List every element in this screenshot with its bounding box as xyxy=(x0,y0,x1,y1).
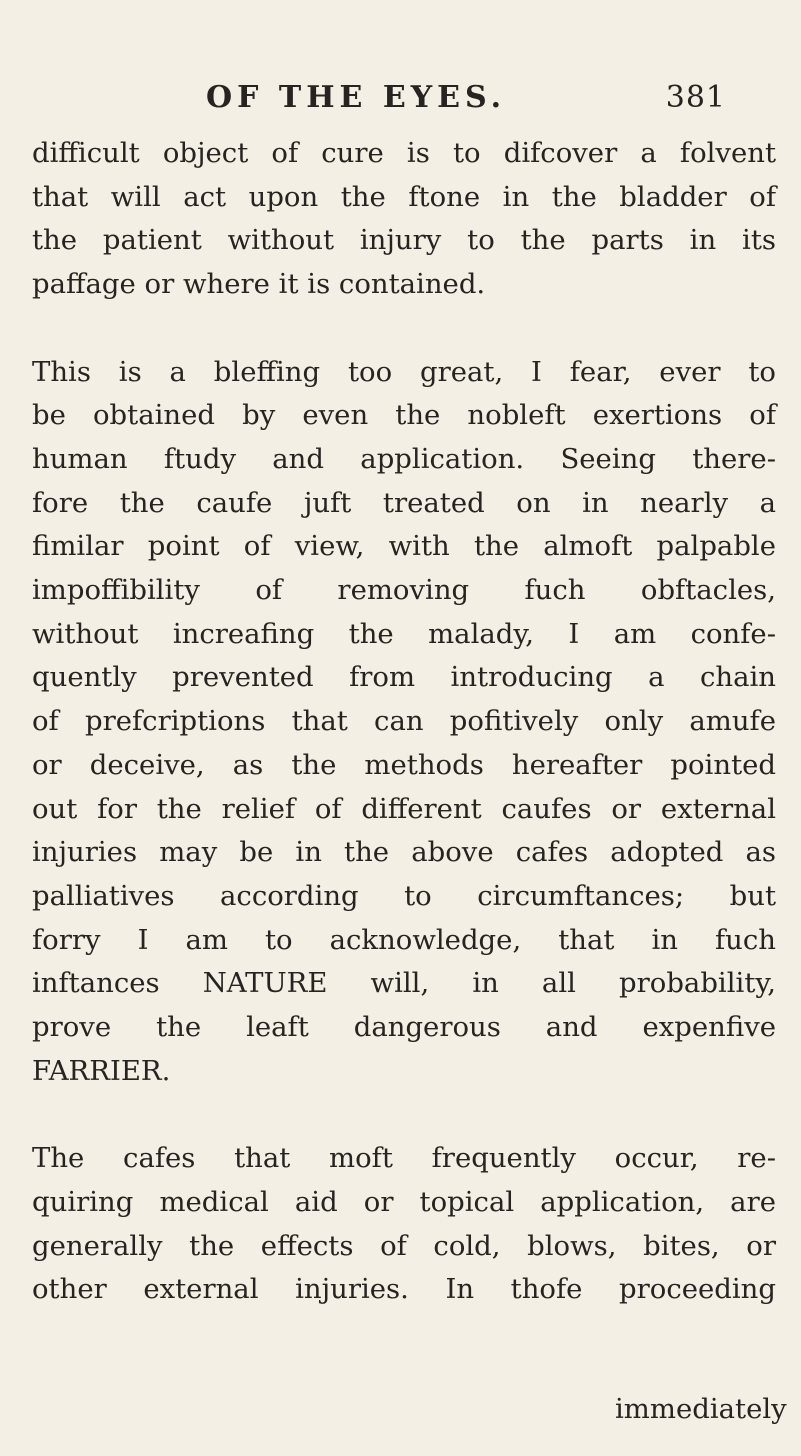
running-title: OF THE EYES. xyxy=(206,80,507,115)
paragraph-3 xyxy=(32,1137,776,1312)
text-line: inftances NATURE will, in all probability, xyxy=(32,967,776,1000)
text-line: human ftudy and application. Seeing there- xyxy=(32,442,776,475)
text-line: forry I am to acknowledge, that in fuch xyxy=(32,923,776,956)
text-line: out for the relief of different caufes or external xyxy=(32,792,776,825)
body-text xyxy=(32,132,776,1312)
paragraph-gap xyxy=(32,1093,776,1137)
text-line: The cafes that moft frequently occur, re- xyxy=(32,1142,776,1175)
paragraph-1 xyxy=(32,132,776,307)
text-line: fore the caufe juft treated on in nearly a xyxy=(32,486,776,519)
page-header xyxy=(206,80,726,120)
text-line: prove the leaft dangerous and expenfive xyxy=(32,1011,776,1044)
text-line: palliatives according to circumftances; but xyxy=(32,879,776,912)
paragraph-gap xyxy=(32,307,776,351)
text-line: quiring medical aid or topical application, are xyxy=(32,1185,776,1218)
paragraph-2 xyxy=(32,351,776,1094)
text-line: difficult object of cure is to difcover a folvent xyxy=(32,137,776,169)
text-line: or deceive, as the methods hereafter pointed xyxy=(32,748,776,781)
text-line: quently prevented from introducing a chain xyxy=(32,661,776,694)
catchword: immediately xyxy=(615,1393,787,1425)
text-line: without increafing the malady, I am confe- xyxy=(32,617,776,650)
text-line: the patient without injury to the parts in its xyxy=(32,224,776,257)
text-line: of prefcriptions that can pofitively only amufe xyxy=(32,705,776,738)
text-line: This is a bleffing too great, I fear, ever to xyxy=(32,355,776,388)
text-line: impoffibility of removing fuch obftacles, xyxy=(32,574,776,607)
text-line: injuries may be in the above cafes adopted as xyxy=(32,836,776,869)
text-line: fimilar point of view, with the almoft palpable xyxy=(32,530,776,563)
text-line: other external injuries. In thofe proceeding xyxy=(32,1273,776,1306)
text-line: FARRIER. xyxy=(32,1054,171,1087)
page-number: 381 xyxy=(665,80,726,115)
text-line: be obtained by even the nobleft exertions of xyxy=(32,399,776,432)
text-line: generally the effects of cold, blows, bites, or xyxy=(32,1229,776,1262)
text-line: paffage or where it is contained. xyxy=(32,268,486,301)
text-line: that will act upon the ftone in the bladder of xyxy=(32,180,776,213)
